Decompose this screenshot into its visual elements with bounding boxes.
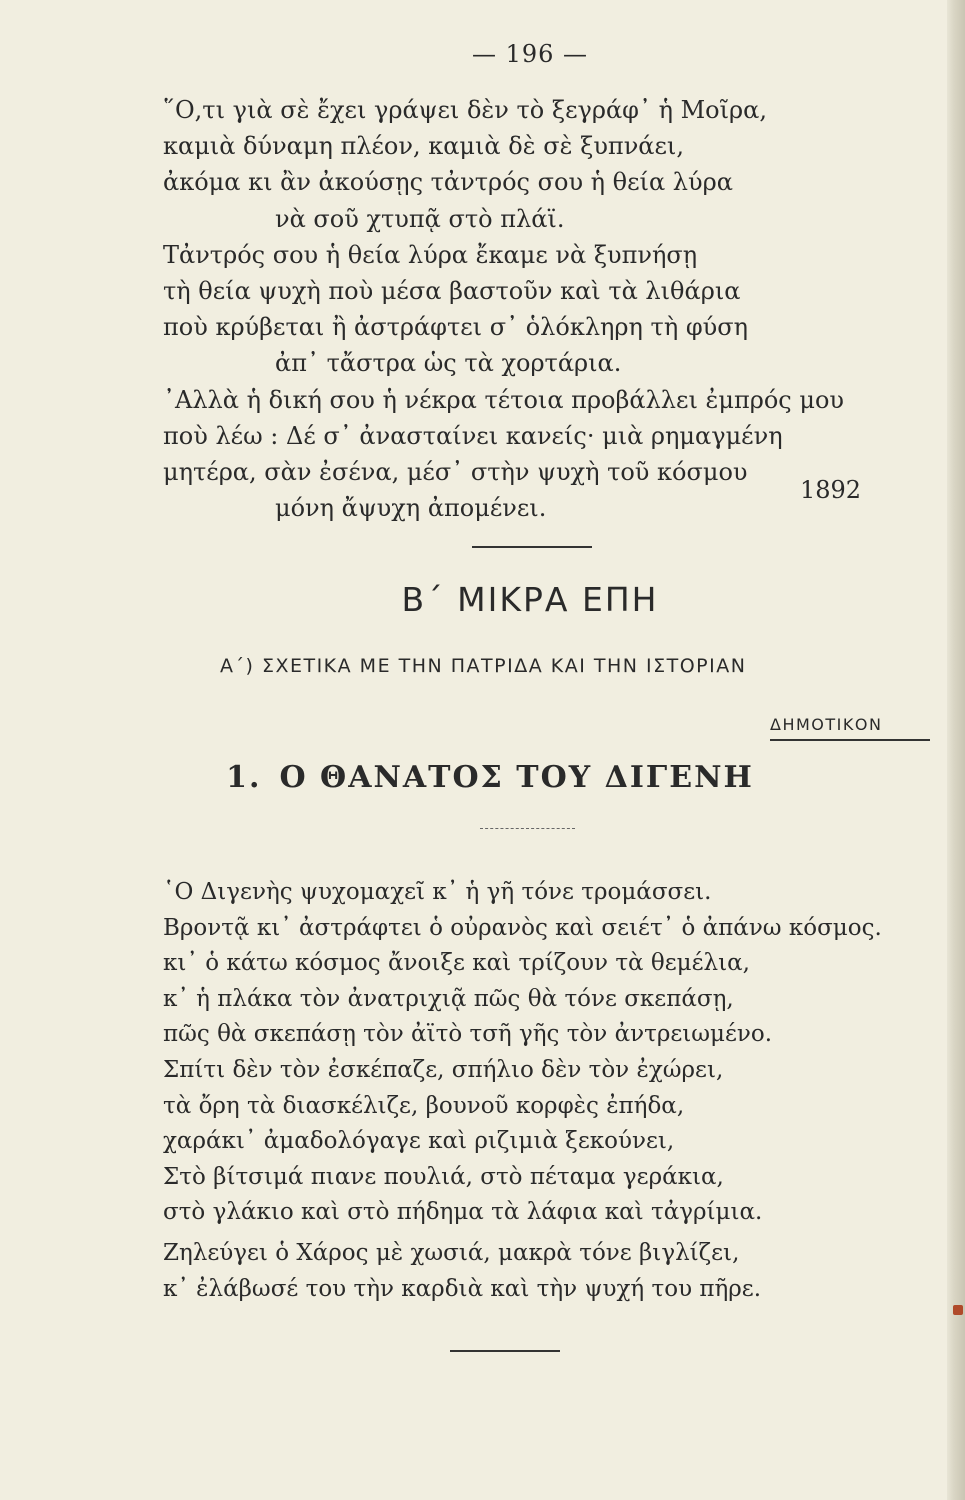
page-number: — 196 — xyxy=(471,40,589,68)
poem-line: Στὸ βίτσιμά πιανε πουλιά, στὸ πέταμα γεράκια, xyxy=(163,1163,724,1190)
subsection-title: Α΄) ΣΧΕΤΙΚΑ ΜΕ ΤΗΝ ΠΑΤΡΙΔΑ ΚΑΙ ΤΗΝ ΙΣΤΟΡΙΑΝ xyxy=(220,655,747,677)
poem-title-text: Ο ΘΑΝΑΤΟΣ ΤΟΥ ΔΙΓΕΝΗ xyxy=(279,760,754,795)
poem-line: κι᾿ ὁ κάτω κόσμος ἄνοιξε καὶ τρίζουν τὰ θεμέλια, xyxy=(163,950,750,977)
section-divider xyxy=(472,546,592,548)
poem-line: Σπίτι δὲν τὸν ἐσκέπαζε, σπήλιο δὲν τὸν ἐχώρει, xyxy=(163,1056,724,1083)
page-edge-mark xyxy=(953,1305,963,1315)
verse-line: ποὺ κρύβεται ἢ ἀστράφτει σ᾿ ὁλόκληρη τὴ φύση xyxy=(163,313,748,342)
end-divider xyxy=(450,1350,560,1352)
verse-block xyxy=(163,92,844,526)
poem-line: Ζηλεύγει ὁ Χάρος μὲ χωσιά, μακρὰ τόνε βιγλίζει, xyxy=(163,1240,740,1266)
verse-line: νὰ σοῦ χτυπᾷ στὸ πλάϊ. xyxy=(275,204,565,233)
poem-line: ῾Ο Διγενὴς ψυχομαχεῖ κ᾿ ἡ γῆ τόνε τρομάσσει. xyxy=(163,879,712,905)
poem-line: κ᾿ ἐλάβωσέ του τὴν καρδιὰ καὶ τὴν ψυχή του πῆρε. xyxy=(163,1275,761,1302)
genre-label: ΔΗΜΟΤΙΚΟΝ xyxy=(770,715,883,734)
verse-line: ποὺ λέω : Δέ σ᾿ ἀνασταίνει κανείς· μιὰ ρημαγμένη xyxy=(163,421,783,450)
verse-line: ἀπ᾿ τἄστρα ὡς τὰ χορτάρια. xyxy=(275,349,622,378)
verse-line: Τἀντρός σου ἡ θεία λύρα ἔκαμε νὰ ξυπνήσῃ xyxy=(163,240,698,269)
title-ornament xyxy=(480,828,575,831)
verse-line: μόνη ἄψυχη ἀπομένει. xyxy=(275,494,547,523)
poem-stanza-2 xyxy=(163,1236,761,1307)
verse-line: ῞Ο,τι γιὰ σὲ ἔχει γράψει δὲν τὸ ξεγράφ᾿ ἡ Μοῖρα, xyxy=(163,96,767,124)
page-edge xyxy=(947,0,965,1500)
verse-line: τὴ θεία ψυχὴ ποὺ μέσα βαστοῦν καὶ τὰ λιθάρια xyxy=(163,276,741,305)
verse-line: καμιὰ δύναμη πλέον, καμιὰ δὲ σὲ ξυπνάει, xyxy=(163,132,684,161)
poem-line: Βροντᾷ κι᾿ ἀστράφτει ὁ οὐρανὸς καὶ σειέτ᾿ ὁ ἀπάνω κόσμος. xyxy=(163,914,882,941)
poem-line: χαράκι᾿ ἀμαδολόγαγε καὶ ριζιμιὰ ξεκούνει, xyxy=(163,1128,675,1155)
poem-title xyxy=(0,760,965,795)
poem-number: 1. xyxy=(226,760,262,795)
poem-line: κ᾿ ἡ πλάκα τὸν ἀνατριχιᾷ πῶς θὰ τόνε σκεπάσῃ, xyxy=(163,985,734,1012)
poem-line: τὰ ὄρη τὰ διασκέλιζε, βουνοῦ κορφὲς ἐπήδα, xyxy=(163,1092,685,1119)
poem-line: στὸ γλάκιο καὶ στὸ πήδημα τὰ λάφια καὶ τἀγρίμια. xyxy=(163,1199,763,1226)
poem-year: 1892 xyxy=(800,476,862,504)
verse-line: ἀκόμα κι ἂν ἀκούσῃς τἀντρός σου ἡ θεία λύρα xyxy=(163,168,733,197)
verse-line: ᾿Αλλὰ ἡ δική σου ἡ νέκρα τέτοια προβάλλει ἐμπρός μου xyxy=(163,385,844,414)
section-title: Β΄ ΜΙΚΡΑ ΕΠΗ xyxy=(401,580,659,619)
poem-line: πῶς θὰ σκεπάσῃ τὸν ἀϊτὸ τσῆ γῆς τὸν ἀντρειωμένο. xyxy=(163,1021,773,1048)
genre-label-underline xyxy=(770,739,930,741)
verse-line: μητέρα, σὰν ἐσένα, μέσ᾿ στὴν ψυχὴ τοῦ κόσμου xyxy=(163,457,748,486)
poem-stanza-1 xyxy=(163,875,882,1231)
